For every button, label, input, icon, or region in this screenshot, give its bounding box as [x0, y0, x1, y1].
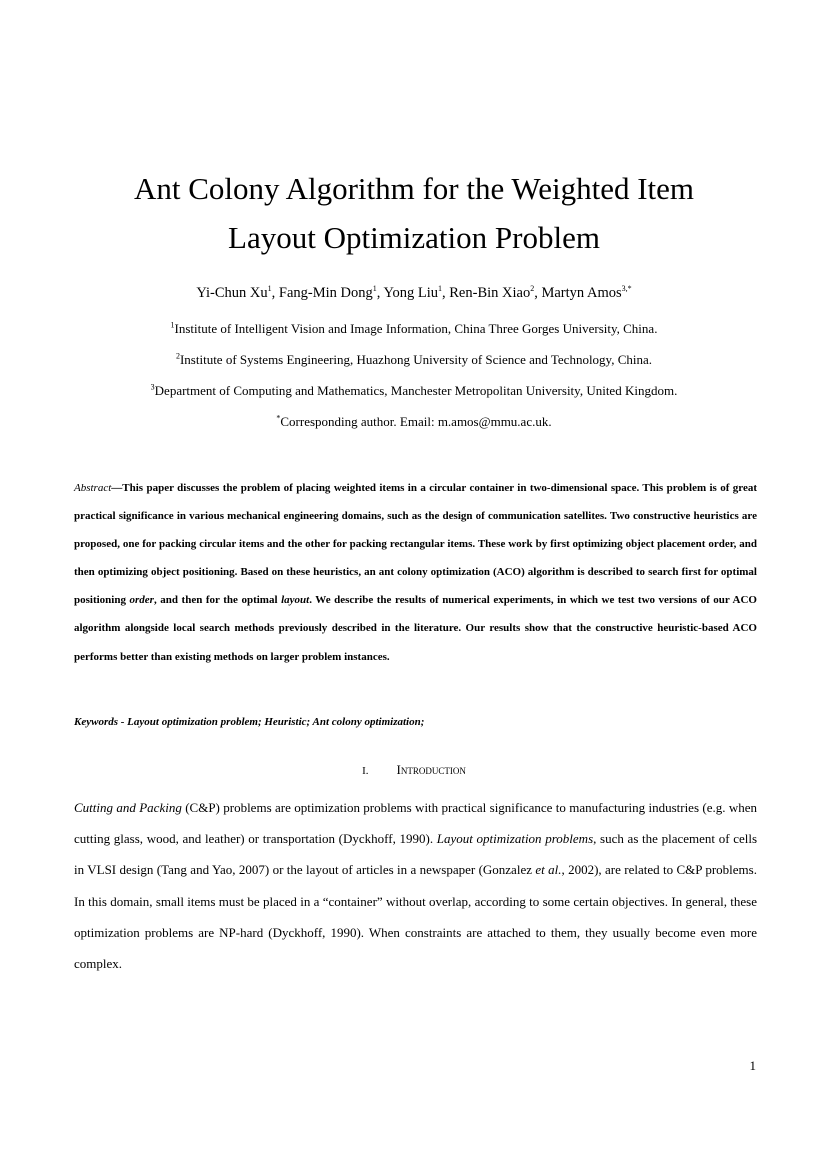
- affiliation-mark: 1: [170, 320, 175, 330]
- author-affiliation-mark: 2: [530, 284, 535, 294]
- author-affiliation-mark: 1: [438, 284, 443, 294]
- affiliation-mark: 3: [150, 382, 155, 392]
- affiliation-text: Institute of Intelligent Vision and Image Information, China Three Gorges University, China.: [174, 321, 658, 336]
- corresponding-author: [0, 413, 828, 431]
- author-separator: ,: [271, 285, 279, 301]
- corresponding-mark: *: [276, 413, 281, 423]
- intro-text-1: (C&P) problems are optimization problems with practical significance to manufacturing industries (e.g. when cutting glass, wood, and leather) or transportation (Dyckhoff, 1990).: [74, 800, 757, 847]
- author-affiliation-mark: 1: [267, 284, 272, 294]
- author-name: Fang-Min Dong: [278, 285, 373, 301]
- abstract-dash: —: [111, 482, 123, 494]
- affiliation-2: [0, 351, 828, 369]
- author-separator: ,: [534, 285, 542, 301]
- affiliation-mark: 2: [175, 351, 180, 361]
- author-separator: ,: [376, 285, 384, 301]
- author-affiliation-mark: 1: [372, 284, 377, 294]
- abstract-text-2: , and then for the optimal: [153, 594, 282, 607]
- author-list: [0, 282, 828, 304]
- title-line-1: Ant Colony Algorithm for the Weighted Item: [133, 171, 695, 206]
- abstract-text-3: . We describe the results of numerical experiments, in which we test two versions of our ACO algorithm alongside local search methods previously described in the literature. Our results show that the constructive heuristic-based ACO performs better than existing methods on larger problem instances.: [74, 594, 757, 663]
- author-name: Ren-Bin Xiao: [449, 285, 531, 301]
- author-affiliation-mark: 3,*: [621, 284, 632, 294]
- affiliation-text: Department of Computing and Mathematics, Manchester Metropolitan University, United Kingdom.: [154, 383, 678, 398]
- intro-emphasis-1: Cutting and Packing: [74, 800, 182, 815]
- title-line-2: Layout Optimization Problem: [228, 220, 600, 255]
- abstract-label: Abstract: [74, 482, 112, 494]
- author-name: Yi-Chun Xu: [196, 285, 268, 301]
- corresponding-text: Corresponding author. Email: m.amos@mmu.ac.uk.: [280, 414, 552, 429]
- keywords: Keywords - Layout optimization problem; Heuristic; Ant colony optimization;: [74, 716, 425, 728]
- intro-emphasis-3: et al.: [535, 862, 562, 878]
- author-name: Yong Liu: [383, 285, 439, 301]
- intro-text-3: , 2002), are related to C&P problems. In this domain, small items must be placed in a “container” without overlap, according to some certain objectives. In general, these optimization problems are NP-hard (Dyckhoff, 1990). When constraints are attached to them, they usually become even more complex.: [74, 862, 757, 972]
- author-separator: ,: [442, 285, 450, 301]
- section-heading: [0, 760, 828, 781]
- abstract-emphasis-order: order: [129, 594, 154, 607]
- abstract-emphasis-layout: layout: [281, 594, 310, 607]
- author-name: Martyn Amos: [541, 285, 622, 301]
- section-title: Introduction: [396, 762, 466, 777]
- abstract: [74, 474, 757, 671]
- intro-text-2: , such as the placement of cells in VLSI design (Tang and Yao, 2007) or the layout of articles in a newspaper (Gonzalez: [74, 831, 758, 878]
- paper-title: [60, 164, 768, 262]
- abstract-text-1: This paper discusses the problem of placing weighted items in a circular container in two-dimensional space. This problem is of great practical significance in various mechanical engineering domains, such as the design of communication satellites. Two constructive heuristics are proposed, one for packing circular items and the other for packing rectangular items. These work by first optimizing object placement order, and then optimizing object positioning. Based on these heuristics, an ant colony optimization (ACO) algorithm is described to search first for optimal positioning: [74, 482, 757, 607]
- page-number: 1: [749, 1058, 756, 1073]
- affiliation-text: Institute of Systems Engineering, Huazhong University of Science and Technology, China.: [179, 352, 653, 367]
- intro-emphasis-2: Layout optimization problems: [436, 831, 594, 847]
- section-number: I.: [362, 765, 369, 777]
- introduction-paragraph: [74, 792, 757, 979]
- affiliation-1: [0, 320, 828, 338]
- affiliation-3: [0, 382, 828, 400]
